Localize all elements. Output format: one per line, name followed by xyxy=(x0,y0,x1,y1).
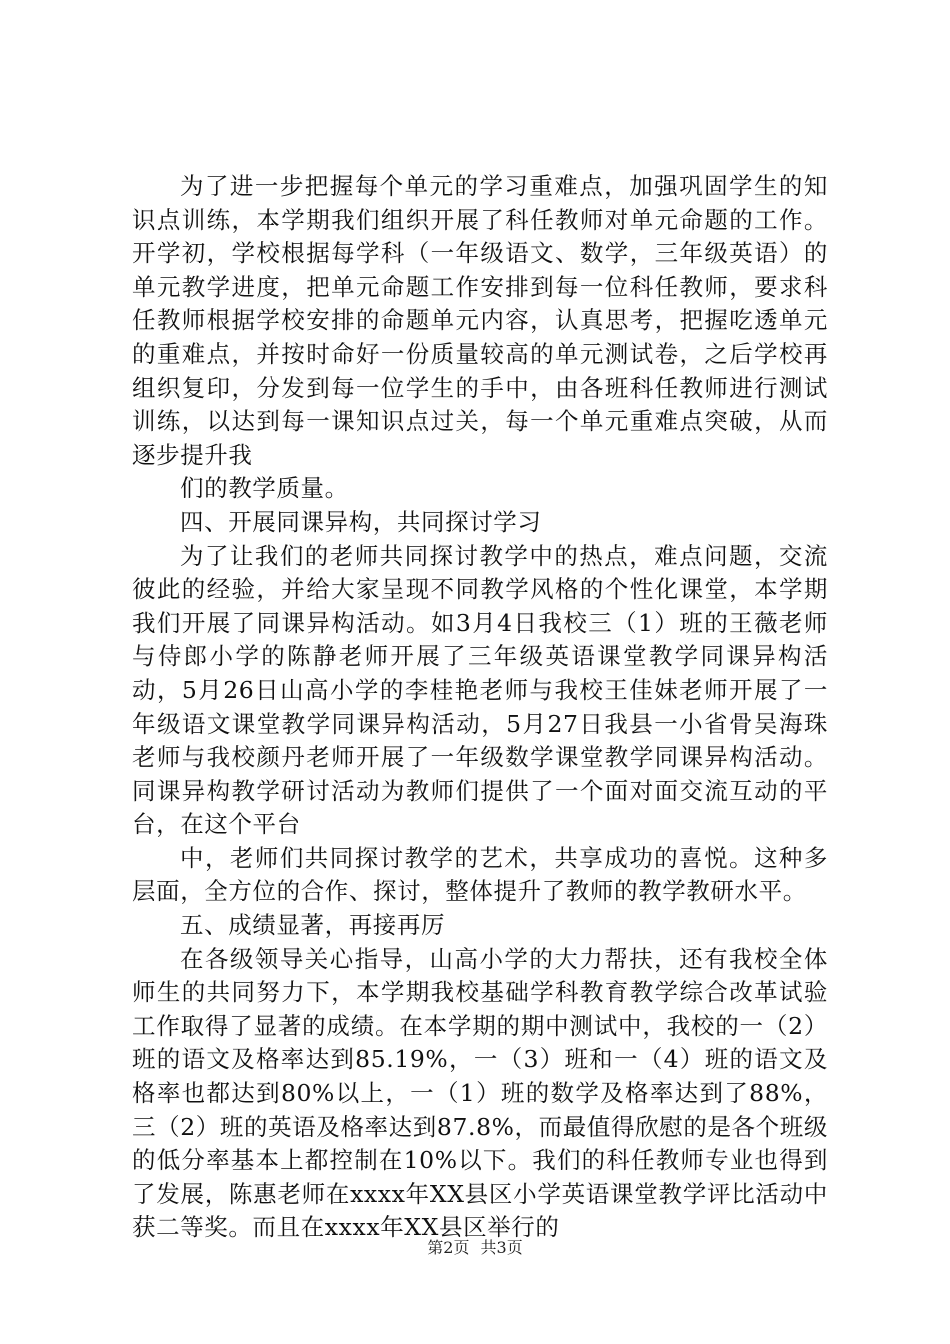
page-number: 第2页 xyxy=(427,1238,470,1257)
section-heading-4: 四、开展同课异构，共同探讨学习 xyxy=(180,507,542,536)
paragraph-continuation: 们的教学质量。 xyxy=(180,474,349,503)
document-body xyxy=(132,170,828,1245)
section-heading-5: 五、成绩显著，再接再厉 xyxy=(180,911,446,940)
page-total: 共3页 xyxy=(480,1238,523,1257)
paragraph-unit-testing: 为了进一步把握每个单元的学习重难点，加强巩固学生的知识点训练，本学期我们组织开展了科任教师对单元命题的工作。开学初，学校根据每学科（一年级语文、数学，三年级英语）的单元教学进度，把单元命题工作安排到每一位科任教师，要求科任教师根据学校安排的命题单元内容，认真思考，把握吃透单元的重难点，并按时命好一份质量较高的单元测试卷，之后学校再组织复印，分发到每一位学生的手中，由各班科任教师进行测试训练，以达到每一课知识点过关，每一个单元重难点突破，从而逐步提升我 xyxy=(132,172,828,469)
paragraph-same-lesson: 为了让我们的老师共同探讨教学中的热点，难点问题，交流彼此的经验，并给大家呈现不同教学风格的个性化课堂，本学期我们开展了同课异构活动。如3月4日我校三（1）班的王薇老师与侍郎小学的陈静老师开展了三年级英语课堂教学同课异构活动，5月26日山高小学的李桂艳老师与我校王佳妹老师开展了一年级语文课堂教学同课异构活动，5月27日我县一小省骨吴海珠老师与我校颜丹老师开展了一年级数学课堂教学同课异构活动。同课异构教学研讨活动为教师们提供了一个面对面交流互动的平台，在这个平台 xyxy=(132,541,828,839)
paragraph-continuation-2: 中，老师们共同探讨教学的艺术，共享成功的喜悦。这种多层面，全方位的合作、探讨，整体提升了教师的教学教研水平。 xyxy=(132,843,828,906)
page-footer xyxy=(0,1238,950,1258)
paragraph-achievements: 在各级领导关心指导，山高小学的大力帮扶，还有我校全体师生的共同努力下，本学期我校基础学科教育教学综合改革试验工作取得了显著的成绩。在本学期的期中测试中，我校的一（2）班的语文及格率达到85.19%，一（3）班和一（4）班的语文及格率也都达到80%以上，一（1）班的数学及格率达到了88%，三（2）班的英语及格率达到87.8%，而最值得欣慰的是各个班级的低分率基本上都控制在10%以下。我们的科任教师专业也得到了发展，陈惠老师在xxxx年XX县区小学英语课堂教学评比活动中获二等奖。而且在xxxx年XX县区举行的 xyxy=(132,944,828,1242)
